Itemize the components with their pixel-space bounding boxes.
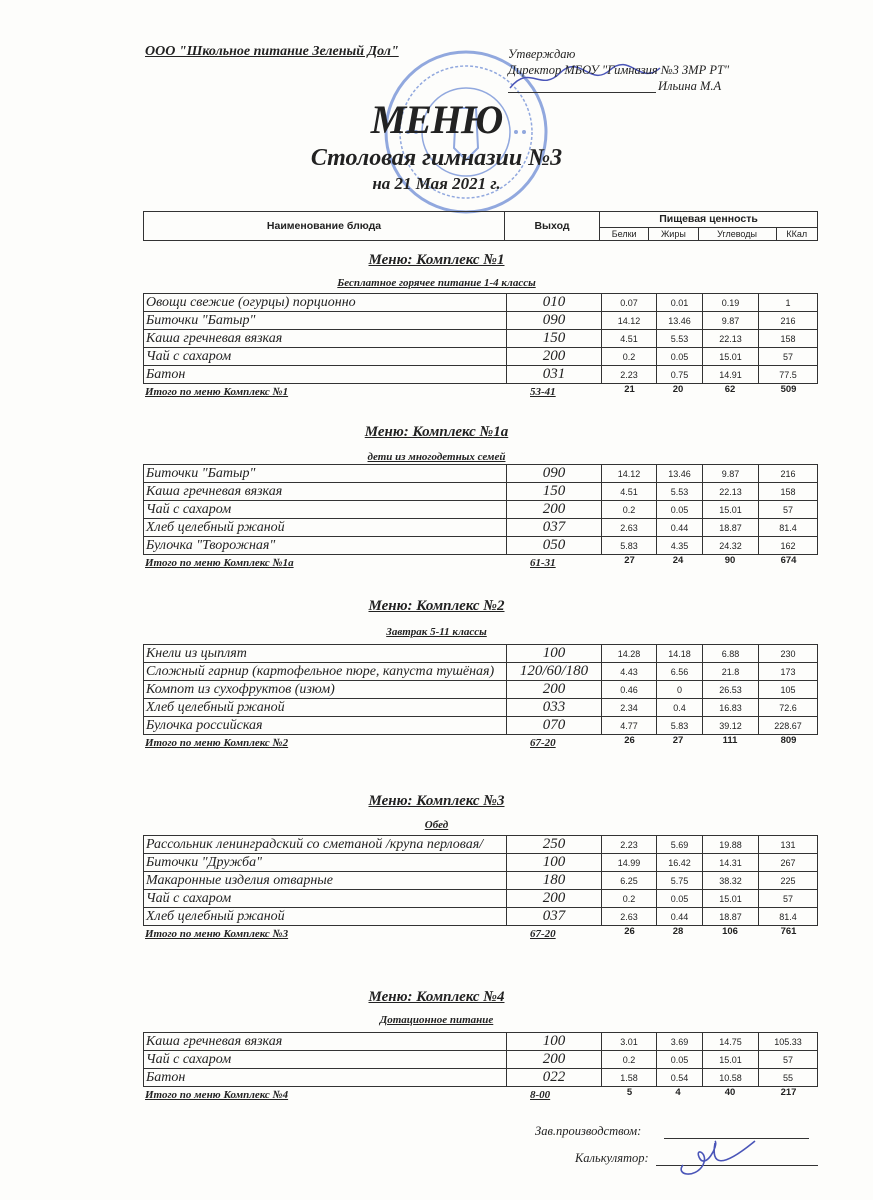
approval-signature-line: [508, 92, 656, 93]
dish-name: Хлеб целебный ржаной: [144, 519, 507, 537]
table-row: [144, 836, 818, 854]
total-carbs: 90: [724, 555, 736, 566]
dish-protein: 14.12: [602, 312, 657, 330]
dish-protein: 1.58: [602, 1069, 657, 1087]
table-row: [144, 872, 818, 890]
dish-output: 150: [507, 330, 602, 348]
dish-kcal: 131: [759, 836, 818, 854]
total-fat: 20: [672, 384, 684, 395]
dish-kcal: 57: [759, 1051, 818, 1069]
dish-fat: 0.44: [657, 519, 703, 537]
dish-fat: 5.83: [657, 717, 703, 735]
dish-fat: 4.35: [657, 537, 703, 555]
table-row: [144, 1069, 818, 1087]
dish-protein: 14.28: [602, 645, 657, 663]
table-row: [144, 537, 818, 555]
total-fat: 28: [672, 926, 684, 937]
total-price: 53-41: [530, 386, 556, 398]
dish-output: 033: [507, 699, 602, 717]
dish-fat: 0.54: [657, 1069, 703, 1087]
dish-protein: 4.43: [602, 663, 657, 681]
section-title: [0, 597, 873, 615]
dish-output: 100: [507, 854, 602, 872]
dish-kcal: 55: [759, 1069, 818, 1087]
section-title-text: Меню: Комплекс №2: [368, 598, 505, 614]
calculator-signature: [675, 1135, 765, 1180]
dish-name: Булочка "Творожная": [144, 537, 507, 555]
approval-block: [508, 46, 729, 94]
dish-name: Хлеб целебный ржаной: [144, 699, 507, 717]
dish-kcal: 105.33: [759, 1033, 818, 1051]
dish-kcal: 105: [759, 681, 818, 699]
dish-kcal: 228.67: [759, 717, 818, 735]
table-row: [144, 663, 818, 681]
dish-output: 090: [507, 465, 602, 483]
table-row: [144, 908, 818, 926]
dish-protein: 2.23: [602, 366, 657, 384]
total-label: Итого по меню Комплекс №1а: [145, 557, 294, 569]
total-protein: 26: [624, 735, 635, 746]
section-subtitle: [0, 451, 873, 464]
dish-name: Чай с сахаром: [144, 890, 507, 908]
menu-table: [143, 835, 818, 926]
document-title: МЕНЮ: [370, 97, 503, 142]
column-header-kcal: ККал: [776, 227, 818, 240]
section-subtitle-text: Бесплатное горячее питание 1-4 классы: [337, 277, 536, 289]
dish-name: Чай с сахаром: [144, 501, 507, 519]
section-title: [0, 792, 873, 810]
dish-carbs: 9.87: [703, 312, 759, 330]
dish-name: Каша гречневая вязкая: [144, 330, 507, 348]
dish-carbs: 39.12: [703, 717, 759, 735]
dish-fat: 0.05: [657, 348, 703, 366]
table-row: [144, 890, 818, 908]
table-row: [144, 330, 818, 348]
dish-output: 010: [507, 294, 602, 312]
table-row: [144, 348, 818, 366]
table-row: [144, 294, 818, 312]
section-title: [0, 423, 873, 441]
dish-kcal: 267: [759, 854, 818, 872]
total-price: 8-00: [530, 1089, 551, 1101]
column-header-protein: Белки: [600, 227, 649, 240]
dish-name: Макаронные изделия отварные: [144, 872, 507, 890]
dish-carbs: 15.01: [703, 890, 759, 908]
dish-kcal: 216: [759, 312, 818, 330]
dish-name: Биточки "Дружба": [144, 854, 507, 872]
dish-fat: 5.69: [657, 836, 703, 854]
total-label: Итого по меню Комплекс №1: [145, 386, 289, 398]
section-title: [0, 251, 873, 269]
dish-kcal: 225: [759, 872, 818, 890]
document-subtitle: Столовая гимназии №3: [310, 145, 563, 171]
dish-kcal: 72.6: [759, 699, 818, 717]
total-price: 67-20: [530, 928, 556, 940]
table-row: [144, 854, 818, 872]
dish-name: Батон: [144, 1069, 507, 1087]
dish-kcal: 57: [759, 890, 818, 908]
dish-kcal: 173: [759, 663, 818, 681]
dish-output: 037: [507, 519, 602, 537]
approver-name: Ильина М.А: [658, 79, 722, 93]
dish-name: Батон: [144, 366, 507, 384]
section-subtitle-text: Обед: [424, 819, 449, 831]
calculator-label: Калькулятор:: [575, 1151, 649, 1165]
dish-output: 090: [507, 312, 602, 330]
dish-fat: 0: [657, 681, 703, 699]
dish-carbs: 15.01: [703, 348, 759, 366]
total-carbs: 40: [724, 1087, 736, 1098]
table-row: [144, 501, 818, 519]
dish-protein: 14.12: [602, 465, 657, 483]
dish-kcal: 162: [759, 537, 818, 555]
dish-protein: 4.51: [602, 330, 657, 348]
dish-name: Сложный гарнир (картофельное пюре, капуста тушёная): [144, 663, 507, 681]
table-row: [144, 1033, 818, 1051]
dish-protein: 5.83: [602, 537, 657, 555]
dish-kcal: 230: [759, 645, 818, 663]
total-price: 67-20: [530, 737, 556, 749]
dish-output: 022: [507, 1069, 602, 1087]
dish-carbs: 21.8: [703, 663, 759, 681]
total-label: Итого по меню Комплекс №4: [145, 1089, 289, 1101]
dish-fat: 0.05: [657, 890, 703, 908]
section-title-text: Меню: Комплекс №4: [368, 989, 505, 1005]
total-carbs: 111: [722, 735, 738, 746]
total-kcal: 674: [780, 555, 797, 566]
section-total-row: [145, 1089, 818, 1105]
dish-fat: 0.4: [657, 699, 703, 717]
table-row: [144, 366, 818, 384]
dish-protein: 2.34: [602, 699, 657, 717]
dish-fat: 0.75: [657, 366, 703, 384]
total-protein: 5: [626, 1087, 633, 1098]
total-fat: 27: [672, 735, 684, 746]
dish-protein: 0.2: [602, 1051, 657, 1069]
total-fat: 4: [675, 1087, 681, 1098]
total-kcal: 809: [780, 735, 797, 746]
section-subtitle: [0, 626, 873, 639]
total-carbs: 106: [722, 926, 738, 937]
dish-kcal: 77.5: [759, 366, 818, 384]
dish-output: 100: [507, 1033, 602, 1051]
dish-kcal: 158: [759, 483, 818, 501]
dish-carbs: 38.32: [703, 872, 759, 890]
dish-name: Булочка российская: [144, 717, 507, 735]
dish-protein: 0.2: [602, 348, 657, 366]
dish-fat: 3.69: [657, 1033, 703, 1051]
total-protein: 27: [624, 555, 635, 566]
total-label: Итого по меню Комплекс №2: [145, 737, 289, 749]
table-row: [144, 699, 818, 717]
document-date: на 21 Мая 2021 г.: [372, 174, 501, 193]
dish-name: Хлеб целебный ржаной: [144, 908, 507, 926]
section-total-row: [145, 928, 818, 944]
dish-name: Каша гречневая вязкая: [144, 483, 507, 501]
dish-fat: 13.46: [657, 465, 703, 483]
dish-fat: 0.01: [657, 294, 703, 312]
dish-output: 037: [507, 908, 602, 926]
dish-carbs: 19.88: [703, 836, 759, 854]
dish-protein: 2.63: [602, 908, 657, 926]
dish-fat: 16.42: [657, 854, 703, 872]
dish-protein: 0.2: [602, 501, 657, 519]
section-subtitle: [0, 819, 873, 832]
menu-table: [143, 464, 818, 555]
dish-carbs: 15.01: [703, 1051, 759, 1069]
dish-output: 120/60/180: [507, 663, 602, 681]
dish-protein: 2.63: [602, 519, 657, 537]
dish-carbs: 14.31: [703, 854, 759, 872]
section-title: [0, 988, 873, 1006]
total-kcal: 217: [780, 1087, 797, 1098]
dish-carbs: 14.75: [703, 1033, 759, 1051]
section-subtitle-text: Завтрак 5-11 классы: [386, 626, 487, 638]
dish-protein: 0.46: [602, 681, 657, 699]
section-total-row: [145, 557, 818, 573]
dish-name: Кнели из цыплят: [144, 645, 507, 663]
dish-protein: 0.2: [602, 890, 657, 908]
dish-kcal: 216: [759, 465, 818, 483]
dish-fat: 0.05: [657, 501, 703, 519]
table-row: [144, 519, 818, 537]
dish-name: Каша гречневая вязкая: [144, 1033, 507, 1051]
column-header-nutrition: Пищевая ценность: [600, 212, 818, 228]
table-row: [144, 645, 818, 663]
approval-label: Утверждаю: [508, 47, 576, 61]
section-title-text: Меню: Комплекс №1: [368, 252, 505, 268]
dish-protein: 2.23: [602, 836, 657, 854]
dish-carbs: 14.91: [703, 366, 759, 384]
total-protein: 26: [624, 926, 635, 937]
column-header-name: Наименование блюда: [144, 212, 505, 241]
dish-carbs: 9.87: [703, 465, 759, 483]
menu-table: [143, 644, 818, 735]
dish-fat: 6.56: [657, 663, 703, 681]
dish-fat: 0.44: [657, 908, 703, 926]
dish-carbs: 6.88: [703, 645, 759, 663]
dish-name: Чай с сахаром: [144, 1051, 507, 1069]
dish-name: Компот из сухофруктов (изюм): [144, 681, 507, 699]
dish-fat: 13.46: [657, 312, 703, 330]
dish-output: 200: [507, 681, 602, 699]
production-head-label: Зав.производством:: [535, 1124, 642, 1138]
dish-output: 150: [507, 483, 602, 501]
total-kcal: 761: [780, 926, 797, 937]
dish-carbs: 16.83: [703, 699, 759, 717]
dish-fat: 5.53: [657, 483, 703, 501]
dish-fat: 14.18: [657, 645, 703, 663]
dish-name: Биточки "Батыр": [144, 465, 507, 483]
dish-output: 050: [507, 537, 602, 555]
dish-output: 200: [507, 348, 602, 366]
organization-name: ООО "Школьное питание Зеленый Дол": [145, 44, 399, 59]
dish-output: 200: [507, 1051, 602, 1069]
table-row: [144, 1051, 818, 1069]
dish-output: 031: [507, 366, 602, 384]
table-row: [144, 681, 818, 699]
dish-kcal: 57: [759, 348, 818, 366]
table-row: [144, 465, 818, 483]
total-price: 61-31: [530, 557, 556, 569]
dish-protein: 3.01: [602, 1033, 657, 1051]
dish-carbs: 24.32: [703, 537, 759, 555]
total-fat: 24: [672, 555, 684, 566]
dish-name: Биточки "Батыр": [144, 312, 507, 330]
section-title-text: Меню: Комплекс №1а: [364, 424, 509, 440]
dish-kcal: 57: [759, 501, 818, 519]
dish-fat: 5.75: [657, 872, 703, 890]
dish-name: Овощи свежие (огурцы) порционно: [144, 294, 507, 312]
dish-name: Рассольник ленинградский со сметаной /крупа перловая/: [144, 836, 507, 854]
approver-position: Директор МБОУ "Гимназия №3 ЗМР РТ": [508, 63, 730, 77]
total-carbs: 62: [724, 384, 736, 395]
table-row: [144, 312, 818, 330]
dish-protein: 4.51: [602, 483, 657, 501]
dish-output: 200: [507, 501, 602, 519]
section-total-row: [145, 386, 818, 402]
table-row: [144, 717, 818, 735]
table-row: [144, 483, 818, 501]
dish-kcal: 81.4: [759, 908, 818, 926]
dish-protein: 4.77: [602, 717, 657, 735]
dish-protein: 6.25: [602, 872, 657, 890]
dish-output: 100: [507, 645, 602, 663]
dish-kcal: 158: [759, 330, 818, 348]
total-label: Итого по меню Комплекс №3: [145, 928, 289, 940]
dish-carbs: 18.87: [703, 908, 759, 926]
dish-carbs: 15.01: [703, 501, 759, 519]
section-subtitle: [0, 277, 873, 290]
dish-protein: 0.07: [602, 294, 657, 312]
section-subtitle-text: дети из многодетных семей: [367, 451, 506, 463]
column-header-fat: Жиры: [649, 227, 698, 240]
dish-output: 180: [507, 872, 602, 890]
dish-kcal: 81.4: [759, 519, 818, 537]
section-total-row: [145, 737, 818, 753]
column-header-carbs: Углеводы: [698, 227, 776, 240]
dish-output: 200: [507, 890, 602, 908]
dish-carbs: 22.13: [703, 483, 759, 501]
column-header-output: Выход: [505, 212, 600, 241]
dish-kcal: 1: [759, 294, 818, 312]
dish-carbs: 10.58: [703, 1069, 759, 1087]
total-protein: 21: [624, 384, 635, 395]
dish-carbs: 0.19: [703, 294, 759, 312]
dish-name: Чай с сахаром: [144, 348, 507, 366]
menu-table: [143, 293, 818, 384]
dish-carbs: 22.13: [703, 330, 759, 348]
section-title-text: Меню: Комплекс №3: [368, 793, 505, 809]
dish-carbs: 26.53: [703, 681, 759, 699]
menu-table: [143, 1032, 818, 1087]
dish-protein: 14.99: [602, 854, 657, 872]
dish-fat: 5.53: [657, 330, 703, 348]
total-kcal: 509: [780, 384, 797, 395]
dish-carbs: 18.87: [703, 519, 759, 537]
table-header: [143, 211, 818, 241]
section-subtitle: [0, 1014, 873, 1027]
dish-output: 070: [507, 717, 602, 735]
dish-output: 250: [507, 836, 602, 854]
section-subtitle-text: Дотационное питание: [379, 1014, 494, 1026]
dish-fat: 0.05: [657, 1051, 703, 1069]
